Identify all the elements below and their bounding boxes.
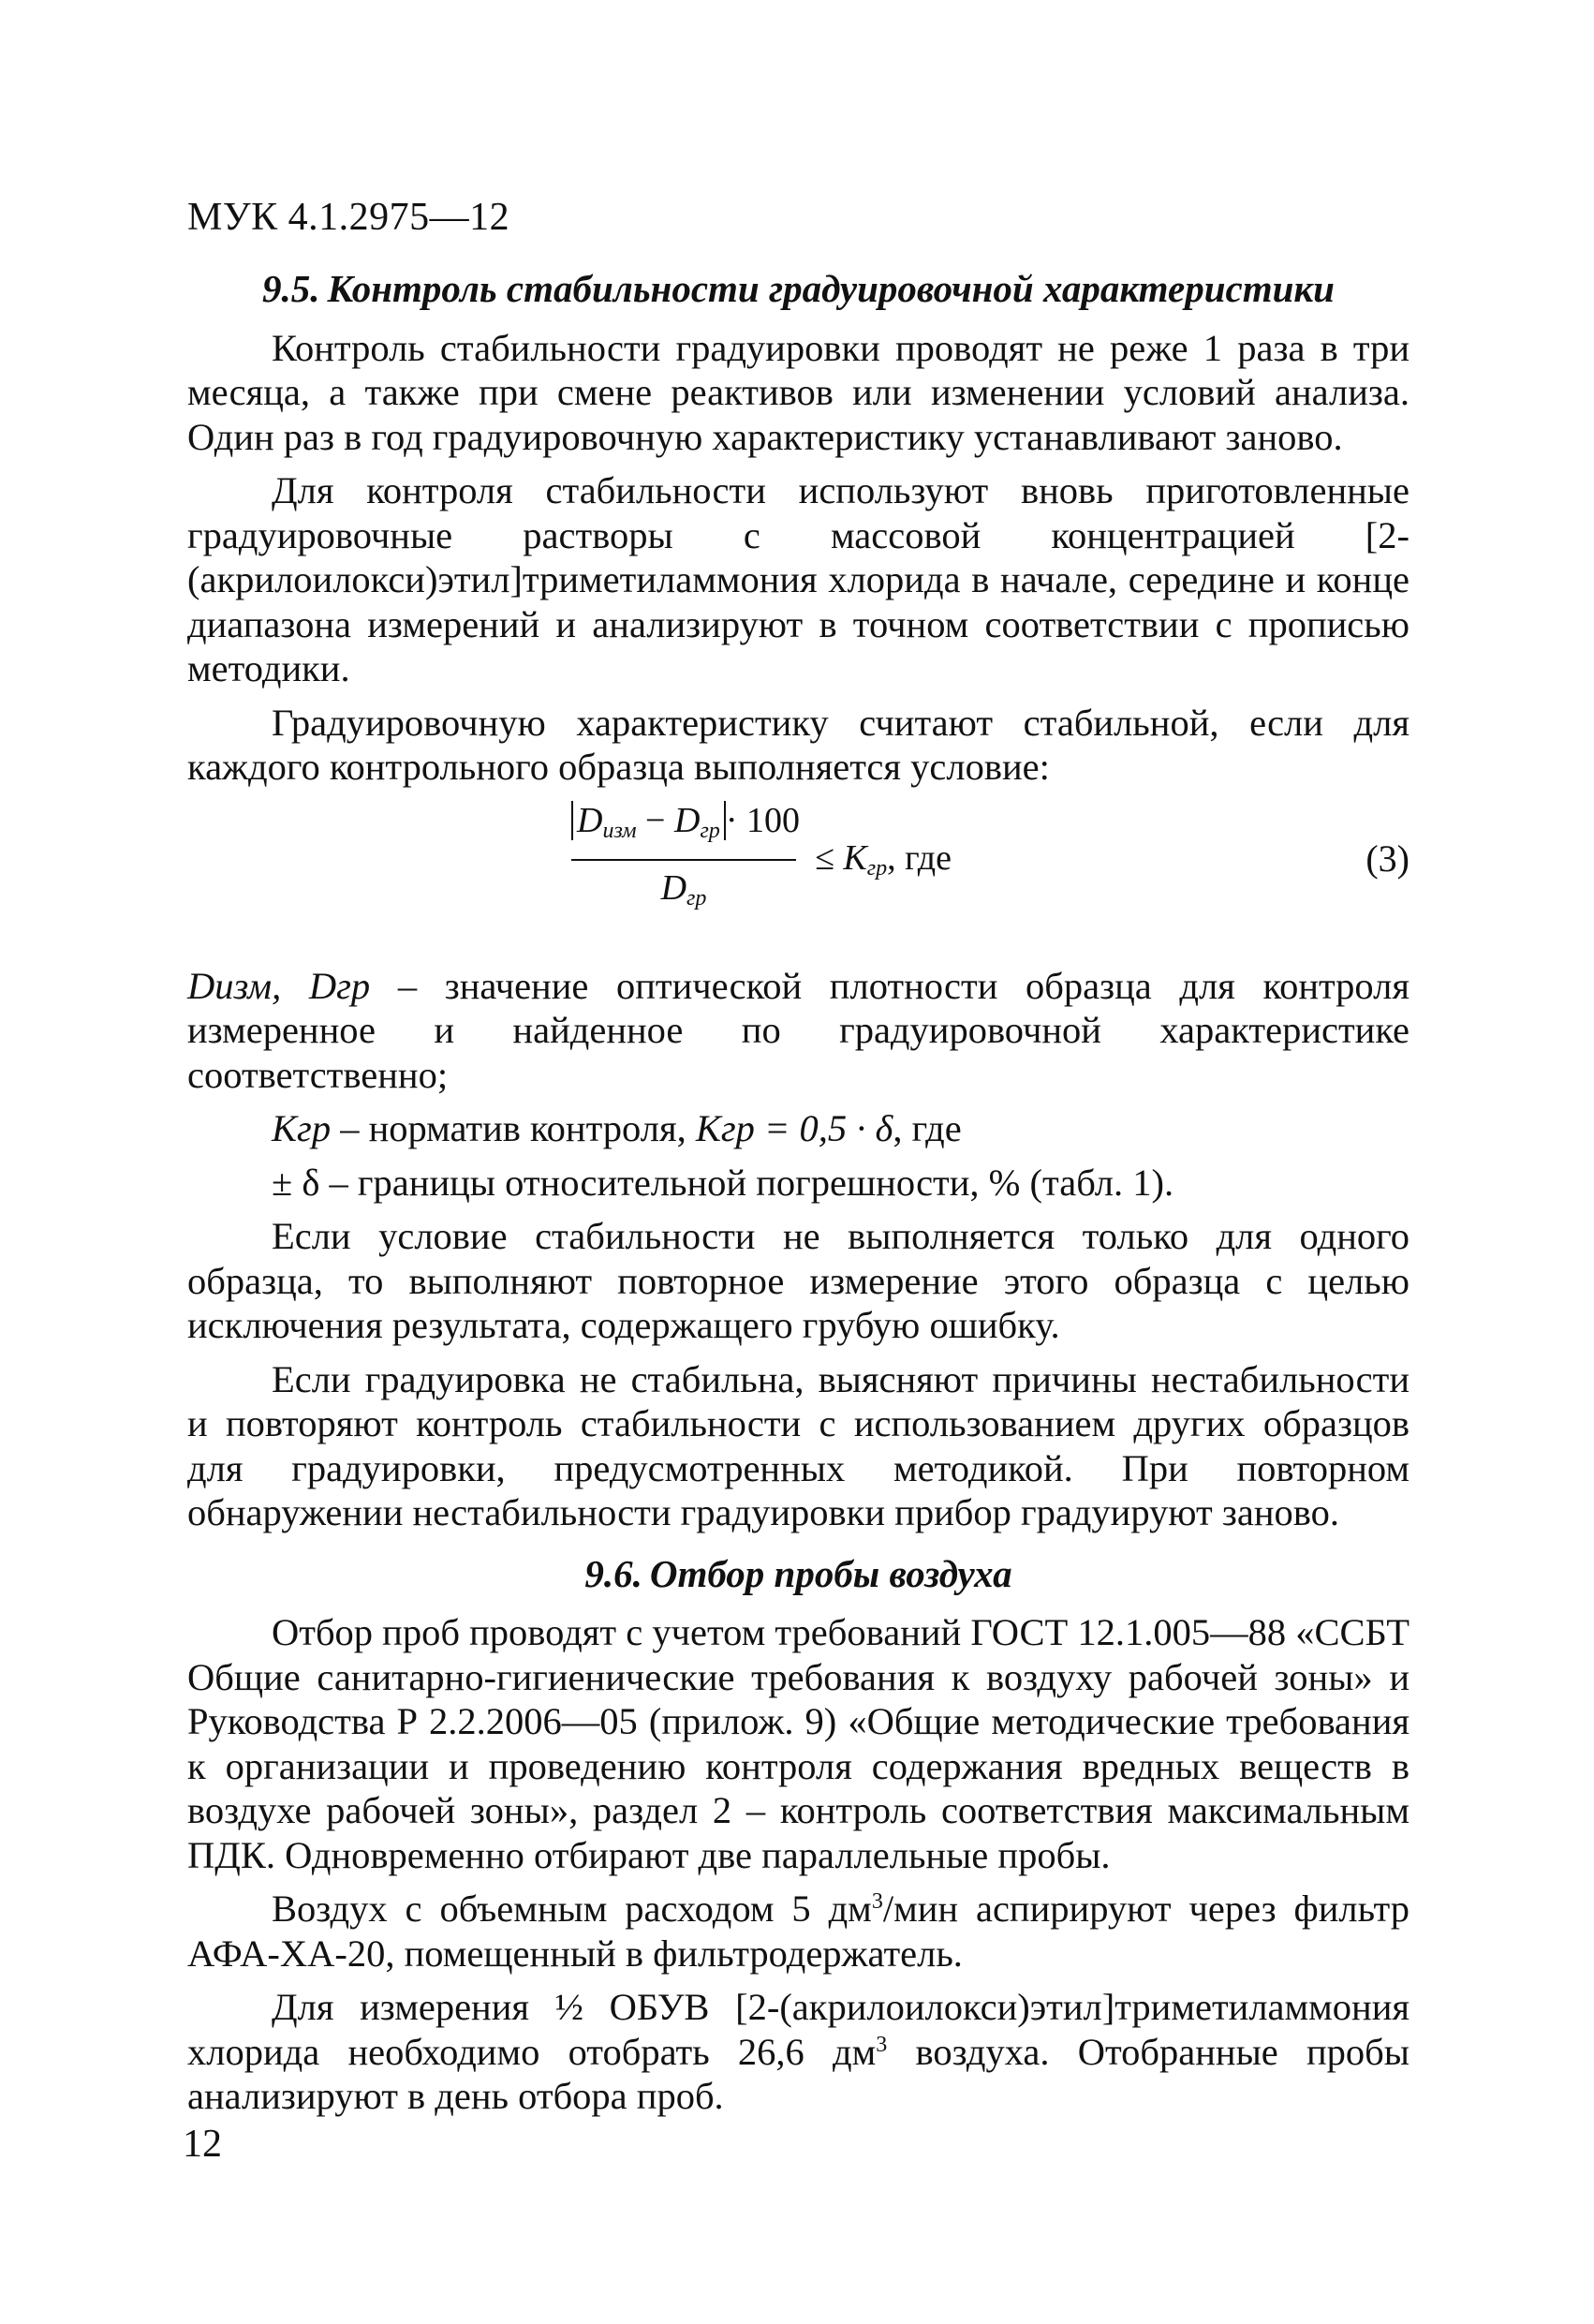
formula-var: D [673,800,701,840]
superscript: 3 [871,1889,883,1914]
paragraph: Отбор проб проводят с учетом требований ГОСТ 12.1.005—88 «ССБТ Общие санитарно-гигиенические требования к воздуху рабочей зоны» и Руководства Р 2.2.2006—05 (прилож. 9) «Общие методические требования к организации и проведению контроля содержания вредных веществ в воздухе рабочей зоны», раздел 2 – контроль соответствия максимальным ПДК. Одновременно отбирают две параллельные пробы. [187,1611,1410,1876]
formula-minus: − [645,800,666,840]
paragraph: Если условие стабильности не выполняется только для одного образца, то выполняют повторное измерение этого образца с целью исключения результата, содержащего грубую ошибку. [187,1215,1410,1346]
paragraph [187,1985,1410,2119]
formula-var: D [577,800,603,840]
paragraph [187,1887,1410,1976]
definition-paragraph [187,964,1410,1098]
formula-where: , где [887,837,952,878]
section-title-text: Контроль стабильности градуировочной характеристики [327,267,1335,310]
definition-end: , где [893,1107,962,1149]
formula-leq: ≤ K [815,837,867,878]
section-number: 9.5. [262,267,320,310]
formula-denominator [571,861,796,922]
formula-fraction [571,799,800,922]
definition-equation: Kгр = 0,5 · δ [695,1107,893,1149]
document-header: МУК 4.1.2975—12 [187,196,510,239]
paragraph-text: Воздух с объемным расходом 5 дм [272,1887,872,1930]
section-number: 9.6. [584,1551,642,1595]
paragraph-text: Для измерения ½ ОБУВ [2-(акрилоилокси)этил]триметиламмония хлорида необходимо отобрать 26,6 дм [187,1986,1410,2073]
formula-numerator [571,799,800,862]
paragraph: Если градуировка не стабильна, выясняют причины нестабильности и повторяют контроль стабильности с использованием других образцов для градуировки, предусмотренных методикой. При повторном обнаружении нестабильности градуировки прибор градуируют заново. [187,1357,1410,1533]
section-9-6-title [187,1552,1410,1597]
formula-sub: гр [700,818,720,843]
superscript: 3 [876,2032,888,2057]
equation-number: (3) [1365,836,1410,880]
page-number: 12 [183,2123,222,2166]
formula-3 [187,799,1410,940]
paragraph-text: воздуха. Отобранные пробы анализируют в день отбора проб. [187,2030,1410,2117]
formula-var: D [660,868,687,908]
formula-sub: гр [686,886,707,910]
definition-text: – норматив контроля, [331,1107,696,1149]
formula-relation [815,836,952,892]
formula-sub: изм [602,818,637,843]
definition-var: Kгр [272,1107,332,1149]
formula-sub: гр [866,855,888,881]
section-title-text: Отбор пробы воздуха [649,1551,1012,1595]
paragraph: Градуировочную характеристику считают стабильной, если для каждого контрольного образца выполняется условие: [187,701,1410,788]
formula-absolute-value [571,800,726,843]
definition-vars: Dизм, Dгр [187,964,371,1007]
paragraph: Для контроля стабильности используют вновь приготовленные градуировочные растворы с массовой концентрацией [2-(акрилоилокси)этил]триметиламмония хлорида в начале, середине и конце диапазона измерений и анализируют в точном соответствии с прописью методики. [187,469,1410,689]
section-9-5-title [187,267,1410,312]
definition-paragraph: ± δ – границы относительной погрешности, % (табл. 1). [272,1161,1174,1204]
definition-paragraph [187,1106,1410,1151]
formula-times: · 100 [725,800,800,840]
paragraph: Контроль стабильности градуировки проводят не реже 1 раза в три месяца, а также при смене реактивов или изменении условий анализа. Один раз в год градуировочную характеристику устанавливают заново. [187,326,1410,458]
paragraph-text: /мин аспирируют через фильтр АФА-ХА-20, помещенный в фильтродержатель. [187,1887,1410,1975]
page-content [187,267,1410,2128]
definition-text: – значение оптической плотности образца для контроля измеренное и найденное по градуировочной характеристике соответственно; [187,964,1410,1096]
